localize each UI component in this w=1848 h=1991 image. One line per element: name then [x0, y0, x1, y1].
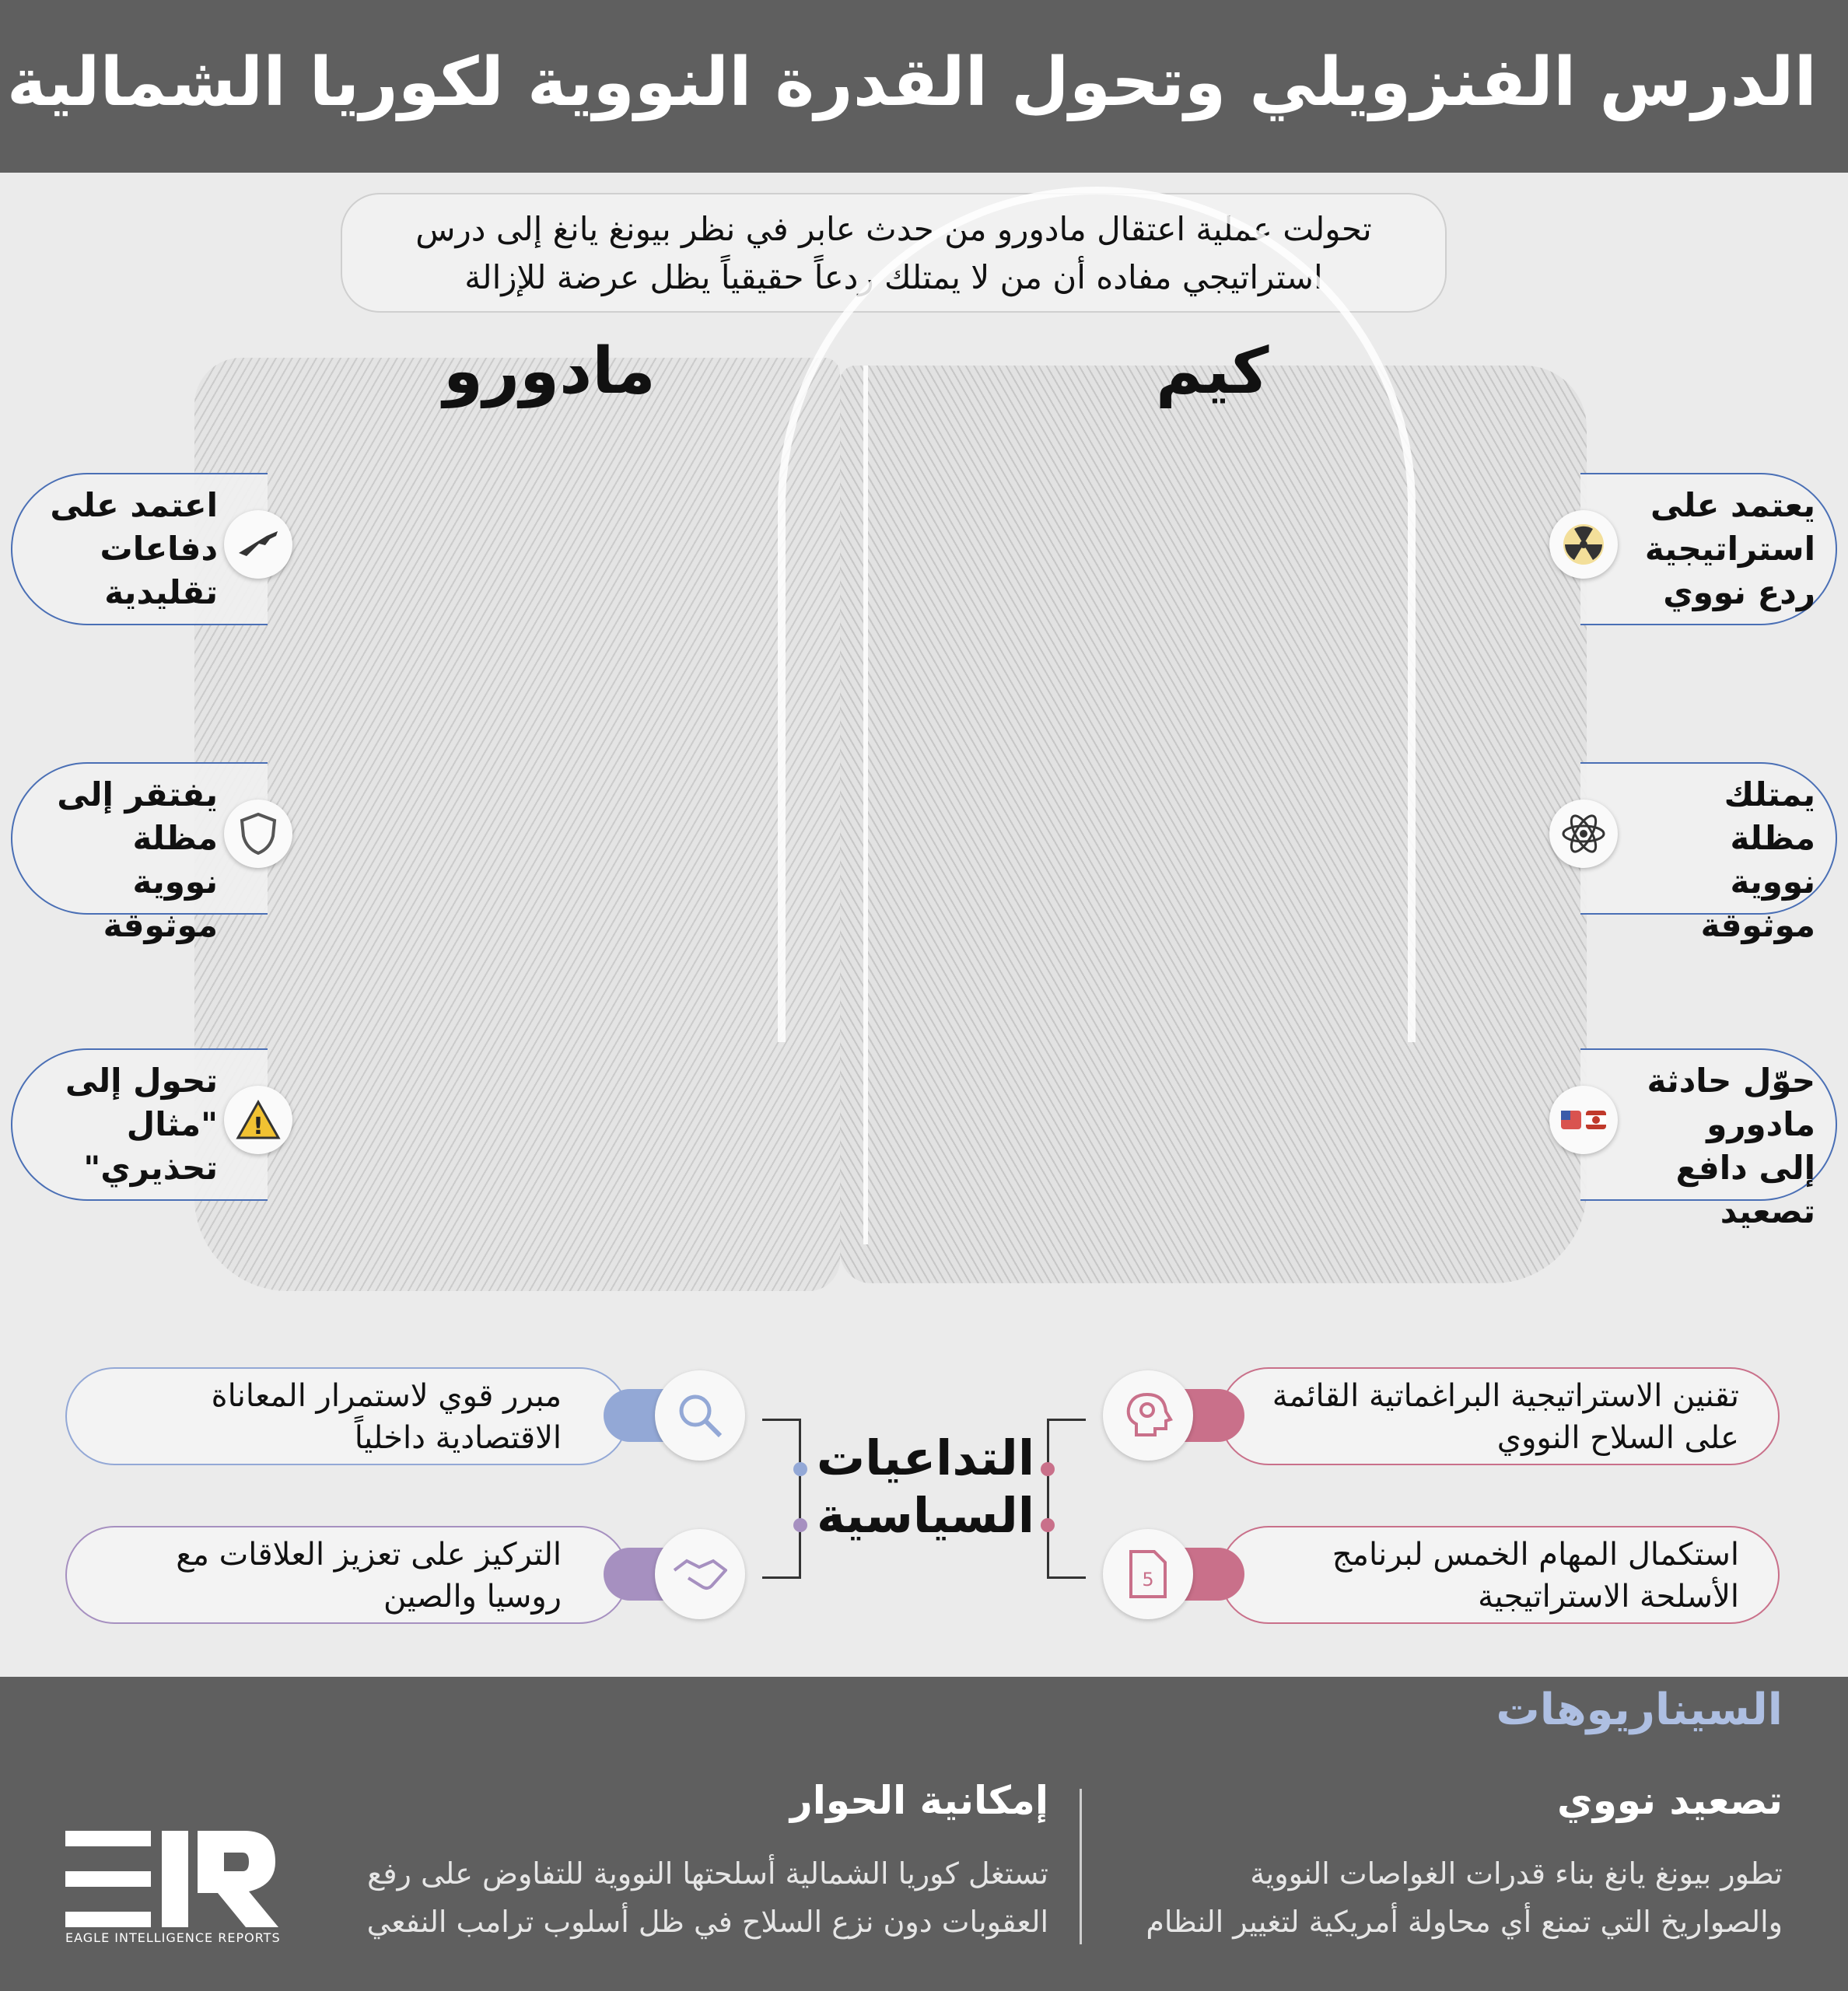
- consequence-left-1-text: مبرر قوي لاستمرار المعاناة الاقتصادية داخلياً: [211, 1378, 562, 1456]
- scenario-2-heading: إمكانية الحوار: [789, 1778, 1048, 1823]
- scenario-1-line-2: والصواريخ التي تمنع أي محاولة أمريكية لتغيير النظام: [1146, 1905, 1783, 1939]
- kim-point-1: [1580, 473, 1837, 625]
- dot-purple: [793, 1518, 807, 1532]
- magnifier-icon: [655, 1370, 745, 1461]
- consequence-right-2-text: استكمال المهام الخمس لبرنامج الأسلحة الاستراتيجية: [1332, 1537, 1739, 1615]
- consequences-title: [801, 1429, 1050, 1545]
- header-bar: [0, 0, 1848, 173]
- shield-icon: [224, 800, 292, 868]
- bracket-left: [762, 1419, 801, 1579]
- flags-icon: [1549, 1086, 1618, 1154]
- dot-blue: [793, 1462, 807, 1476]
- dot-pink-2: [1041, 1518, 1055, 1532]
- nuclear-umbrella-arch: [778, 187, 1416, 1042]
- svg-text:!: !: [253, 1113, 264, 1140]
- kim-point-3-text: حوّل حادثة مادورو إلى دافع تصعيد: [1647, 1062, 1815, 1230]
- scenario-2-line-1: تستغل كوريا الشمالية أسلحتها النووية للتفاوض على رفع: [367, 1856, 1048, 1891]
- consequence-right-2: [1220, 1526, 1780, 1624]
- radiation-icon: [1549, 510, 1618, 579]
- kim-point-1-text: يعتمد على استراتيجية ردع نووي: [1644, 486, 1815, 611]
- bracket-right: [1047, 1419, 1086, 1579]
- scenario-2-line-2: العقوبات دون نزع السلاح في ظل أسلوب ترامب النفعي: [366, 1905, 1048, 1939]
- atom-icon: [1549, 800, 1618, 868]
- scenario-divider: [1080, 1789, 1082, 1944]
- intro-line-1: تحولت عملية اعتقال مادورو من حدث عابر في نظر بيونغ يانغ إلى درس: [415, 210, 1372, 248]
- scenario-1-line-1: تطور بيونغ يانغ بناء قدرات الغواصات النووية: [1250, 1856, 1783, 1891]
- intro-line-2: استراتيجي مفاده أن من لا يمتلك ردعاً حقيقياً يظل عرضة للإزالة: [464, 258, 1323, 296]
- brain-icon: [1103, 1370, 1193, 1461]
- dot-pink-1: [1041, 1462, 1055, 1476]
- kim-point-2: [1580, 762, 1837, 944]
- maduro-point-3-text: تحول إلى "مثال تحذيري": [65, 1062, 218, 1187]
- page-title: الدرس الفنزويلي وتحول القدرة النووية لكوريا الشمالية: [6, 44, 1817, 121]
- eir-logo: [65, 1828, 283, 1944]
- rifle-icon: [224, 510, 292, 579]
- kim-point-3: [1580, 1048, 1837, 1230]
- document-icon: [1103, 1529, 1193, 1619]
- consequence-left-2: [65, 1526, 628, 1624]
- consequence-right-1: [1220, 1367, 1780, 1465]
- kim-name: كيم: [1156, 334, 1269, 408]
- kim-point-2-text: يمتلك مظلة نووية موثوقة: [1700, 775, 1815, 944]
- maduro-point-2-text: يفتقر إلى مظلة نووية موثوقة: [57, 775, 218, 944]
- consequence-left-2-text: التركيز على تعزيز العلاقات مع روسيا والصين: [176, 1537, 562, 1615]
- maduro-name: مادورو: [443, 334, 656, 408]
- center-divider: [863, 366, 868, 1244]
- consequence-left-1: [65, 1367, 628, 1465]
- warning-icon: [224, 1086, 292, 1154]
- maduro-point-1-text: اعتمد على دفاعات تقليدية: [50, 486, 218, 611]
- logo-subtitle: EAGLE INTELLIGENCE REPORTS: [65, 1930, 281, 1945]
- handshake-icon: [655, 1529, 745, 1619]
- svg-text:5: 5: [1142, 1569, 1154, 1590]
- scenario-1-heading: تصعيد نووي: [1557, 1778, 1783, 1823]
- scenario-1-text: [1098, 1849, 1783, 1946]
- consequences-title-line-2: السياسية: [816, 1487, 1035, 1544]
- scenarios-title: السيناريوهات: [1496, 1685, 1783, 1735]
- consequence-right-1-text: تقنين الاستراتيجية البراغماتية القائمة على السلاح النووي: [1272, 1378, 1739, 1456]
- scenario-2-text: [364, 1849, 1048, 1946]
- consequences-title-line-1: التداعيات: [816, 1429, 1035, 1486]
